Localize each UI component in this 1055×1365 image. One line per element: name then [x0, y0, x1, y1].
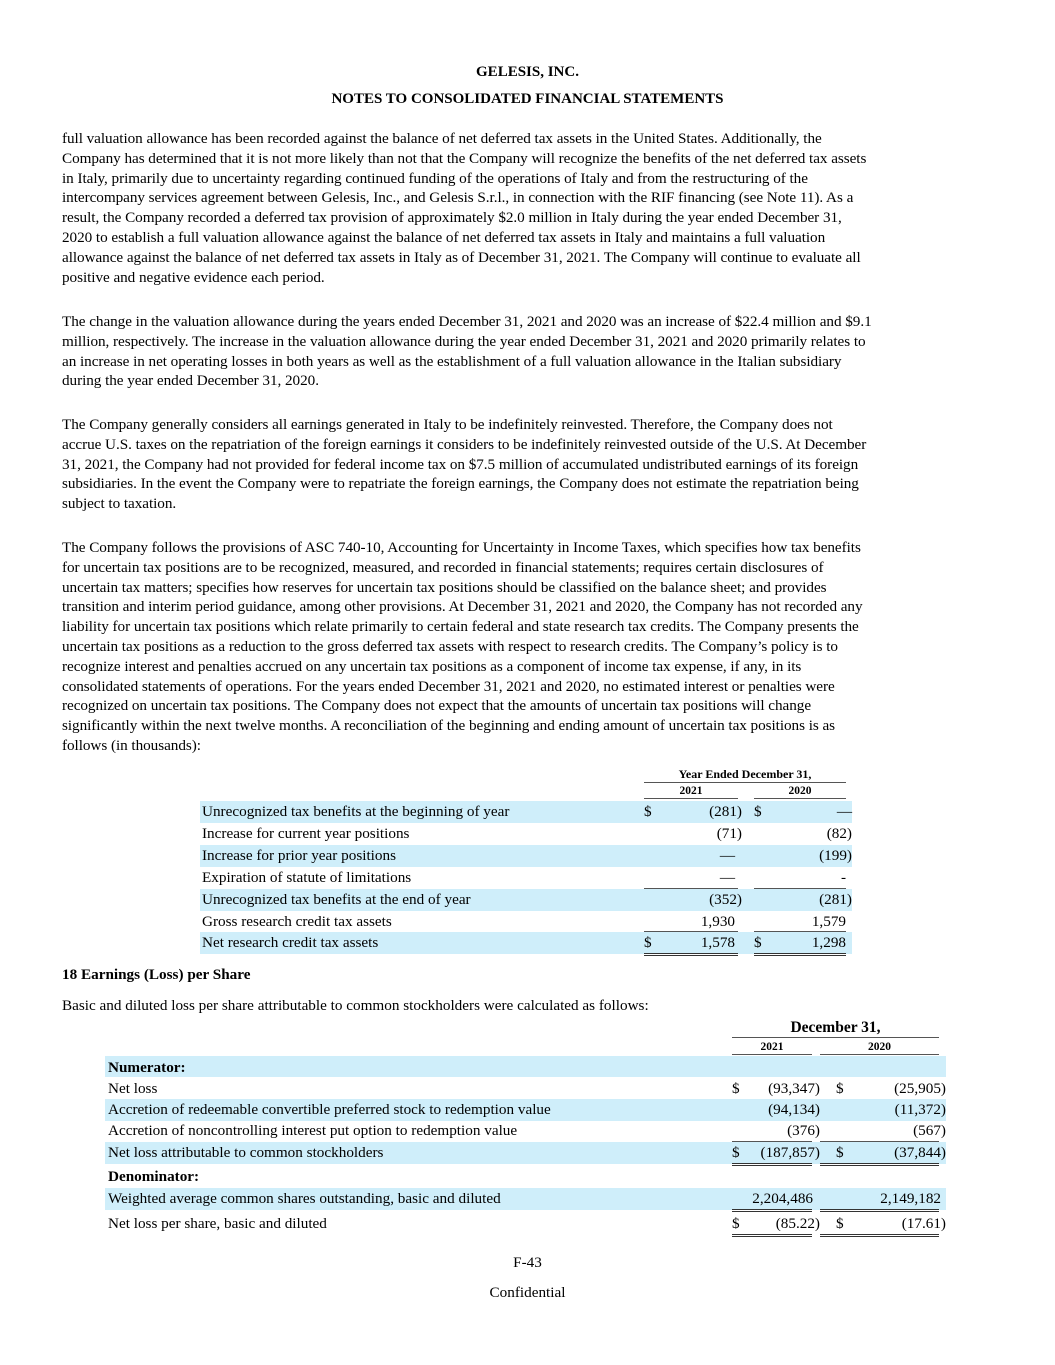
text-line: subsidiaries. In the event the Company were to repatriate the foreign earnings, the Company does not estimate the repatriation being: [62, 475, 859, 493]
table2-year-2021: 2021: [732, 1040, 812, 1055]
row-label: Gross research credit tax assets: [202, 913, 392, 930]
table-row: [200, 932, 852, 954]
value-2020: (281): [819, 891, 852, 908]
text-line: The Company follows the provisions of ASC 740-10, Accounting for Uncertainty in Income Taxes, which specifies how tax benefits: [62, 539, 861, 556]
currency-symbol: $: [732, 1215, 740, 1232]
total-double-rule: [644, 953, 738, 956]
row-label: Net loss attributable to common stockholders: [108, 1144, 384, 1161]
value-2021: —: [719, 847, 735, 864]
table-row: [105, 1142, 946, 1164]
table-row: [105, 1213, 946, 1235]
page-number: F-43: [513, 1254, 542, 1271]
row-label: Accretion of redeemable convertible preferred stock to redemption value: [108, 1101, 551, 1118]
table-row: [200, 889, 852, 911]
text-line: subject to taxation.: [62, 495, 177, 513]
value-2021: (352): [709, 891, 742, 908]
total-double-rule: [754, 953, 846, 956]
table-row: [105, 1120, 946, 1142]
value-2020: (567): [913, 1122, 946, 1139]
text-line: an increase in net operating losses in both years as well as the establishment of a full valuation allowance in the Italian subsidiary: [62, 352, 842, 370]
text-line: during the year ended December 31, 2020.: [62, 372, 319, 390]
value-2021: (71): [716, 825, 742, 842]
currency-symbol: $: [754, 803, 762, 820]
text-line: recognized on uncertain tax positions. The Company does not expect that the amounts of uncertain tax positions will change: [62, 697, 812, 715]
row-label: Net loss per share, basic and diluted: [108, 1215, 327, 1232]
table1-header: Year Ended December 31,: [644, 766, 846, 783]
value-2020: -: [840, 869, 846, 886]
table-row: [105, 1188, 946, 1210]
text-line: for uncertain tax positions are to be recognized, measured, and recorded in financial statements; requires certain disclosures of: [62, 558, 824, 576]
table2-header: December 31,: [732, 1018, 939, 1038]
text-line: accrue U.S. taxes on the repatriation of the foreign earnings it considers to be indefinitely reinvested outside of the U.S. At December: [62, 435, 867, 453]
section-heading: 18 Earnings (Loss) per Share: [62, 966, 251, 983]
total-double-rule: [732, 1209, 812, 1212]
value-2021: 2,204,486: [752, 1190, 813, 1207]
text-line: recognize interest and penalties accrued on any uncertain tax positions as a component of income tax expense, if any, in its: [62, 657, 802, 675]
total-double-rule: [820, 1234, 939, 1237]
text-line: allowance against the balance of net deferred tax assets in Italy as of December 31, 2021. The Company will continue to evaluate all: [62, 248, 861, 266]
text-line: million, respectively. The increase in the valuation allowance during the year ended December 31, 2021 and 2020 primarily relates to: [62, 332, 866, 350]
row-label: Net research credit tax assets: [202, 934, 379, 951]
value-2021: (376): [787, 1122, 820, 1139]
value-2020: (17.61): [901, 1215, 946, 1232]
text-line: uncertain tax matters; specifies how reserves for uncertain tax positions should be classified on the balance sheet; and provides: [62, 578, 827, 596]
text-line: in Italy, primarily due to uncertainty regarding continued funding of the operations of Italy and from the restructuring of the: [62, 169, 808, 187]
value-2021: 1,930: [700, 913, 735, 930]
currency-symbol: $: [644, 934, 652, 951]
currency-symbol: $: [836, 1215, 844, 1232]
page-title: NOTES TO CONSOLIDATED FINANCIAL STATEMENTS: [331, 91, 724, 107]
paragraph-asc-740: [62, 538, 997, 756]
value-2021: —: [719, 869, 735, 886]
value-2020: (82): [826, 825, 852, 842]
total-double-rule: [732, 1234, 812, 1237]
text-line: 31, 2021, the Company had not provided for federal income tax on $7.5 million of accumulated undistributed earnings of its foreign: [62, 455, 859, 473]
value-2020: (37,844): [894, 1144, 946, 1161]
text-line: intercompany services agreement between Gelesis, Inc., and Gelesis S.r.l., in connection with the RIF financing (see Note 11). As a: [62, 189, 854, 207]
text-line: liability for uncertain tax positions which relate primarily to certain federal and state research tax credits. The Company presents the: [62, 618, 859, 636]
text-line: The change in the valuation allowance during the years ended December 31, 2021 and 2020 was an increase of $22.4 million and $9.1: [62, 313, 872, 330]
currency-symbol: $: [754, 934, 762, 951]
row-label: Numerator:: [108, 1059, 186, 1076]
value-2021: (85.22): [775, 1215, 820, 1232]
row-label: Unrecognized tax benefits at the beginning of year: [202, 803, 510, 820]
table1-year-2021: 2021: [644, 784, 738, 799]
value-2021: (94,134): [768, 1101, 820, 1118]
currency-symbol: $: [732, 1080, 740, 1097]
table-row: [105, 1099, 946, 1121]
row-label: Net loss: [108, 1080, 158, 1097]
paragraph-valuation-allowance: [62, 129, 997, 287]
total-double-rule: [820, 1209, 939, 1212]
value-2020: 2,149,182: [880, 1190, 941, 1207]
table-row: [200, 845, 852, 867]
table-row-numerator: [105, 1056, 946, 1077]
text-line: positive and negative evidence each period.: [62, 268, 325, 286]
table-row: [200, 801, 852, 823]
value-2020: 1,579: [811, 913, 846, 930]
table-row: [200, 823, 852, 845]
currency-symbol: $: [732, 1144, 740, 1161]
text-line: follows (in thousands):: [62, 736, 201, 754]
row-label: Weighted average common shares outstanding, basic and diluted: [108, 1190, 501, 1207]
value-2020: —: [836, 803, 852, 820]
text-line: significantly within the next twelve months. A reconciliation of the beginning and ending amount of uncertain tax positions is as: [62, 717, 836, 735]
row-label: Unrecognized tax benefits at the end of year: [202, 891, 471, 908]
confidential-label: Confidential: [489, 1284, 566, 1301]
row-label: Increase for current year positions: [202, 825, 410, 842]
text-line: result, the Company recorded a deferred tax provision of approximately $2.0 million in Italy during the year ended December 31,: [62, 209, 842, 227]
table-row-denominator: [105, 1166, 946, 1188]
row-label: Increase for prior year positions: [202, 847, 396, 864]
value-2020: (199): [819, 847, 852, 864]
row-label: Expiration of statute of limitations: [202, 869, 412, 886]
table-row: [200, 867, 852, 889]
paragraph-valuation-change: [62, 312, 997, 391]
table-row: [105, 1078, 946, 1100]
text-line: full valuation allowance has been recorded against the balance of net deferred tax assets in the United States. Additionally, the: [62, 130, 822, 147]
text-line: The Company generally considers all earnings generated in Italy to be indefinitely reinvested. Therefore, the Company does not: [62, 416, 833, 433]
value-2021: 1,578: [700, 934, 735, 951]
table1-year-2020: 2020: [754, 784, 846, 799]
value-2020: 1,298: [811, 934, 846, 951]
row-label: Denominator:: [108, 1168, 200, 1185]
currency-symbol: $: [836, 1080, 844, 1097]
currency-symbol: $: [836, 1144, 844, 1161]
text-line: 2020 to establish a full valuation allowance against the balance of net deferred tax assets in Italy and maintains a full valuation: [62, 228, 826, 246]
table-row: [200, 911, 852, 933]
section-intro: Basic and diluted loss per share attributable to common stockholders were calculated as follows:: [62, 997, 649, 1014]
value-2020: (25,905): [894, 1080, 946, 1097]
row-label: Accretion of noncontrolling interest put option to redemption value: [108, 1122, 518, 1139]
text-line: consolidated statements of operations. For the years ended December 31, 2021 and 2020, no estimated interest or penalties were: [62, 677, 835, 695]
value-2021: (281): [709, 803, 742, 820]
value-2021: (93,347): [768, 1080, 820, 1097]
text-line: uncertain tax positions as a reduction to the gross deferred tax assets with respect to research credits. The Company’s policy is to: [62, 637, 838, 655]
value-2021: (187,857): [760, 1144, 820, 1161]
company-name: GELESIS, INC.: [476, 64, 579, 80]
value-2020: (11,372): [894, 1101, 946, 1118]
text-line: Company has determined that it is not more likely than not that the Company will recognize the benefits of the net deferred tax assets: [62, 149, 867, 167]
text-line: transition and interim period guidance, among other provisions. At December 31, 2021 and 2020, the Company has not recorded any: [62, 598, 863, 616]
paragraph-foreign-earnings: [62, 415, 997, 514]
currency-symbol: $: [644, 803, 652, 820]
table2-year-2020: 2020: [820, 1040, 939, 1055]
